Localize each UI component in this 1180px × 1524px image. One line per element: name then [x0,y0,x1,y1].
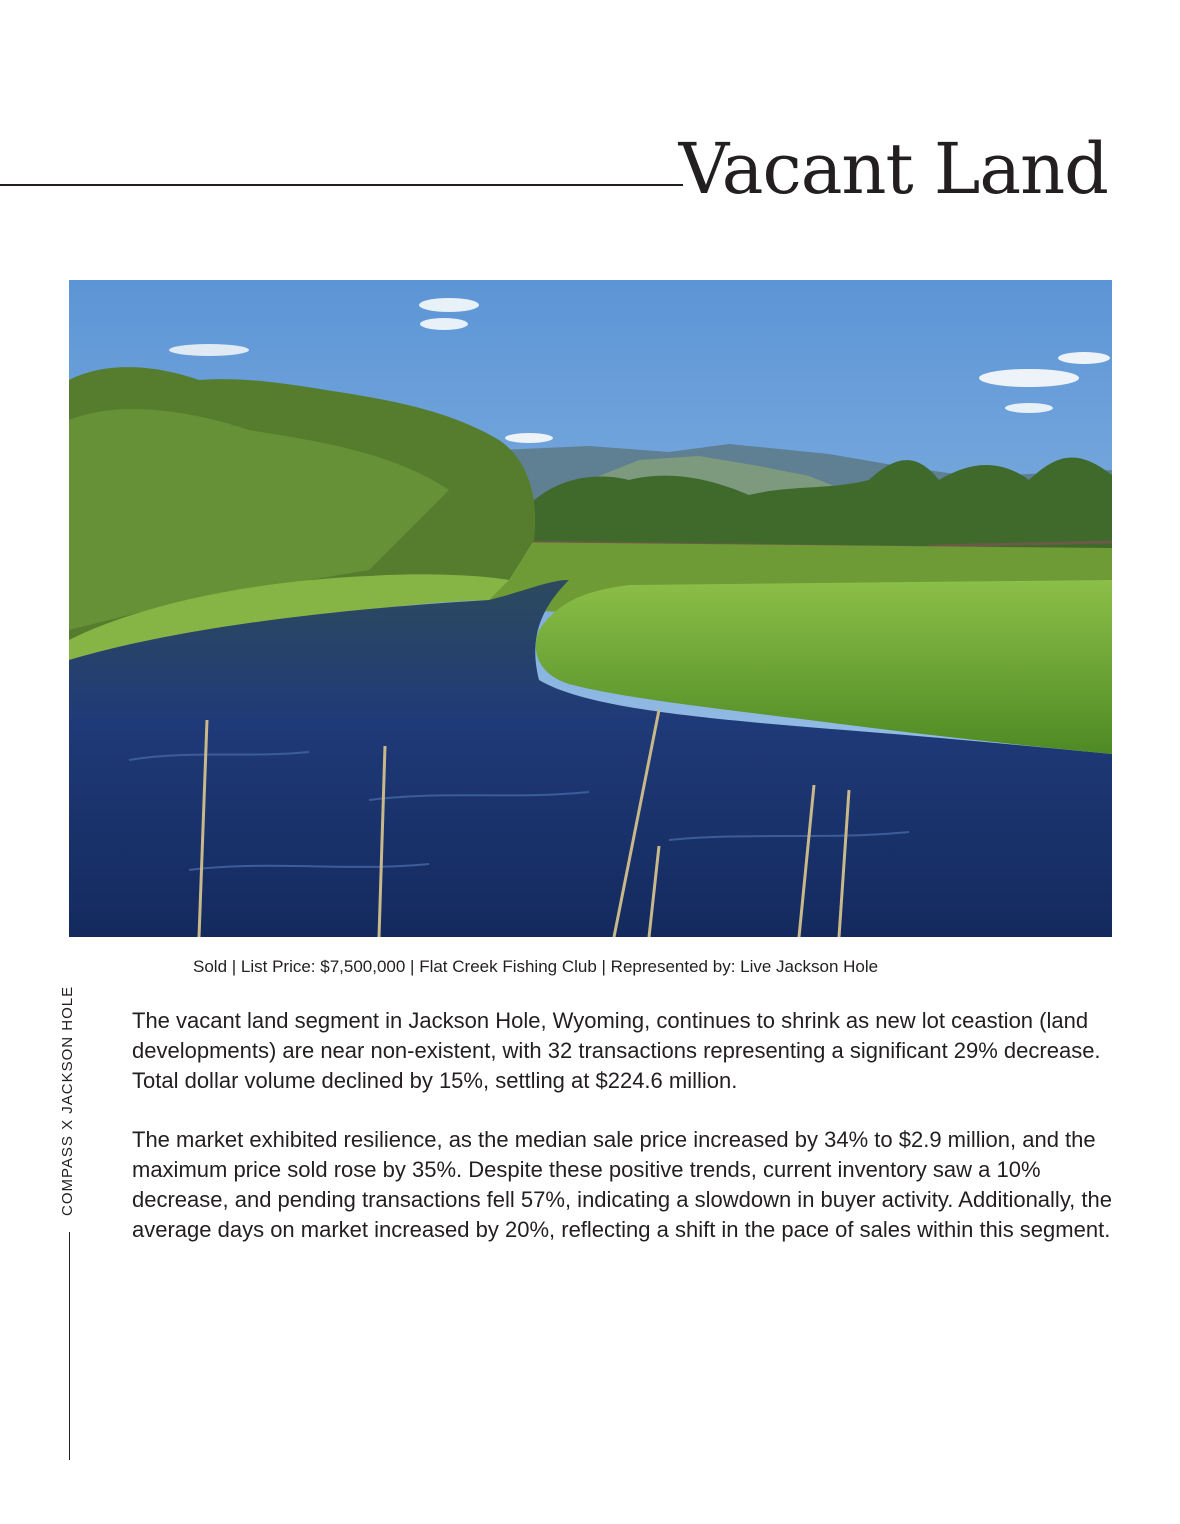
body-text [132,1006,1122,1274]
body-paragraph: The market exhibited resilience, as the median sale price increased by 34% to $2.9 million, and the maximum price sold rose by 35%. Despite these positive trends, current inventory saw a 10% decrease, and pending transactions fell 57%, indicating a slowdown in buyer activity. Additionally, the average days on market increased by 20%, reflecting a shift in the pace of sales within this segment. [132,1127,1112,1242]
property-photo [69,280,1112,937]
title-rule [0,184,683,186]
side-rule [69,1232,70,1460]
brand-side-label: COMPASS X JACKSON HOLE [59,985,76,1216]
page-title: Vacant Land [678,128,1108,210]
photo-caption: Sold | List Price: $7,500,000 | Flat Creek Fishing Club | Represented by: Live Jackson Hole [193,957,879,976]
body-paragraph: The vacant land segment in Jackson Hole, Wyoming, continues to shrink as new lot ceastion (land developments) are near non-existent, with 32 transactions representing a significant 29% decrease. Total dollar volume declined by 15%, settling at $224.6 million. [132,1008,1101,1093]
